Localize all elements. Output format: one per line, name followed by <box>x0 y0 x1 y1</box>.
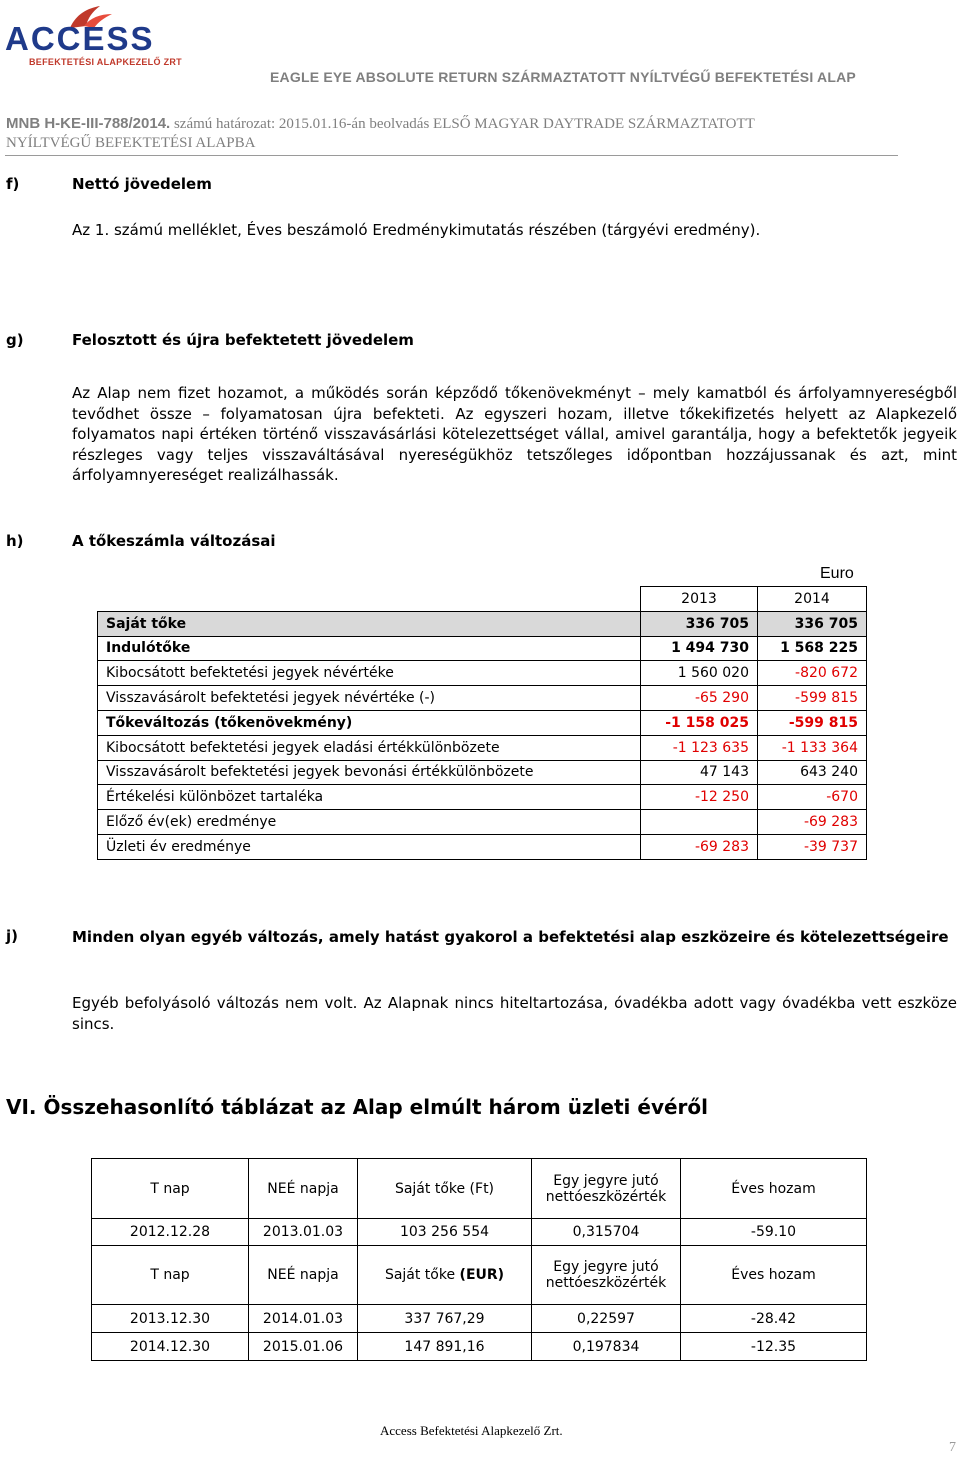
row-label: Üzleti év eredménye <box>98 834 641 859</box>
table-row <box>98 810 867 835</box>
table-row <box>98 636 867 661</box>
section-g-title: Felosztott és újra befektetett jövedelem <box>72 331 414 349</box>
table-row <box>98 611 867 636</box>
row-label: Indulótőke <box>98 636 641 661</box>
value-2013: 47 143 <box>641 760 758 785</box>
row-label: Visszavásárolt befektetési jegyek bevonási értékkülönbözete <box>98 760 641 785</box>
value-2013: -65 290 <box>641 686 758 711</box>
value-2014: -1 133 364 <box>758 735 867 760</box>
table-cell: 2013.12.30 <box>92 1305 249 1333</box>
table-cell: 337 767,29 <box>358 1305 532 1333</box>
section-f-title: Nettó jövedelem <box>72 175 212 193</box>
table-header-row <box>92 1159 867 1219</box>
footer-company: Access Befektetési Alapkezelő Zrt. <box>380 1423 563 1438</box>
section-j-title: Minden olyan egyéb változás, amely hatást gyakorol a befektetési alap eszközeire és kötelezettségeire <box>72 928 949 946</box>
capital-account-table <box>97 586 867 860</box>
table-row <box>98 785 867 810</box>
value-2014: -670 <box>758 785 867 810</box>
header-divider <box>5 155 898 156</box>
section-f-text: Az 1. számú melléklet, Éves beszámoló Eredménykimutatás részében (tárgyévi eredmény). <box>72 221 761 239</box>
table-row <box>98 735 867 760</box>
value-2014: -39 737 <box>758 834 867 859</box>
value-2014: -599 815 <box>758 686 867 711</box>
row-label: Visszavásárolt befektetési jegyek névértéke (-) <box>98 686 641 711</box>
currency-label: Euro <box>820 565 854 582</box>
value-2013: -1 158 025 <box>641 710 758 735</box>
year-2014-header: 2014 <box>758 587 867 612</box>
section-g-text: Az Alap nem fizet hozamot, a működés során képződő tőkenövekményt – mely kamatból és árfolyamnyereségből tevődhet össze – folyamatosan újra befekteti. Az egyszeri hozam, illetve tőkekifizetés helyett az Alapkezelő folyamatos napi értéken történő visszavásárlási kötelezettséget vállal, amivel garantálja, hogy a befektetők jegyeik részleges vagy teljes visszaváltásával nyereségükhöz tetszőleges időpontban hozzájussanak és azt, mint árfolyamnyereséget realizálhassák. <box>72 384 957 484</box>
table-header-row <box>92 1246 867 1305</box>
mnb-reference-line2: NYÍLTVÉGŰ BEFEKTETÉSI ALAPBA <box>6 135 256 151</box>
section-g-letter: g) <box>6 331 24 349</box>
currency-eur: (EUR) <box>459 1267 505 1283</box>
header-cell: Éves hozam <box>681 1246 867 1305</box>
header-cell: T nap <box>92 1246 249 1305</box>
comparison-title: VI. Összehasonlító táblázat az Alap elmúlt három üzleti évéről <box>6 1095 709 1119</box>
value-2013: 1 560 020 <box>641 661 758 686</box>
value-2014: -820 672 <box>758 661 867 686</box>
table-row <box>98 661 867 686</box>
table-row <box>92 1333 867 1361</box>
table-cell: 2015.01.06 <box>249 1333 358 1361</box>
table-cell: 0,315704 <box>532 1219 681 1246</box>
table-row <box>98 760 867 785</box>
row-label: Saját tőke <box>98 611 641 636</box>
value-2014: 1 568 225 <box>758 636 867 661</box>
header-cell: NEÉ napja <box>249 1159 358 1219</box>
header-cell <box>358 1246 532 1305</box>
logo-subtitle: BEFEKTETÉSI ALAPKEZELŐ ZRT <box>29 57 182 67</box>
section-h-title: A tőkeszámla változásai <box>72 532 276 550</box>
value-2013: 1 494 730 <box>641 636 758 661</box>
table-row <box>92 1305 867 1333</box>
value-2013: 336 705 <box>641 611 758 636</box>
row-label: Értékelési különbözet tartaléka <box>98 785 641 810</box>
value-2013: -12 250 <box>641 785 758 810</box>
header-cell: T nap <box>92 1159 249 1219</box>
value-2013 <box>641 810 758 835</box>
mnb-text: számú határozat: 2015.01.16-án beolvadás ELSŐ MAGYAR DAYTRADE SZÁRMAZTATOTT <box>170 116 755 132</box>
value-2014: -599 815 <box>758 710 867 735</box>
row-label: Kibocsátott befektetési jegyek névértéke <box>98 661 641 686</box>
value-2013: -1 123 635 <box>641 735 758 760</box>
table-cell: 0,22597 <box>532 1305 681 1333</box>
table-cell: 2014.01.03 <box>249 1305 358 1333</box>
year-2013-header: 2013 <box>641 587 758 612</box>
header-cell: Egy jegyre jutó nettóeszközérték <box>532 1159 681 1219</box>
table-cell: 0,197834 <box>532 1333 681 1361</box>
value-2014: 336 705 <box>758 611 867 636</box>
header-cell: NEÉ napja <box>249 1246 358 1305</box>
header-text: Saját tőke <box>384 1267 460 1283</box>
table-row <box>98 686 867 711</box>
table-row <box>92 1219 867 1246</box>
table-cell: 103 256 554 <box>358 1219 532 1246</box>
fund-title: EAGLE EYE ABSOLUTE RETURN SZÁRMAZTATOTT NYÍLTVÉGŰ BEFEKTETÉSI ALAP <box>270 69 856 85</box>
header-cell: Egy jegyre jutó nettóeszközérték <box>532 1246 681 1305</box>
comparison-table <box>91 1158 867 1361</box>
table-header-row <box>98 587 867 612</box>
page-number: 7 <box>949 1440 956 1455</box>
table-cell: 2012.12.28 <box>92 1219 249 1246</box>
table-cell: -12.35 <box>681 1333 867 1361</box>
table-row <box>98 834 867 859</box>
table-cell: -59.10 <box>681 1219 867 1246</box>
header-cell: Saját tőke (Ft) <box>358 1159 532 1219</box>
section-f-letter: f) <box>6 175 20 193</box>
value-2014: 643 240 <box>758 760 867 785</box>
section-h-letter: h) <box>6 532 24 550</box>
table-row <box>98 710 867 735</box>
mnb-reference <box>6 114 755 133</box>
table-cell: 2014.12.30 <box>92 1333 249 1361</box>
section-j-letter: j) <box>6 927 18 945</box>
value-2013: -69 283 <box>641 834 758 859</box>
table-cell: 2013.01.03 <box>249 1219 358 1246</box>
value-2014: -69 283 <box>758 810 867 835</box>
table-cell: 147 891,16 <box>358 1333 532 1361</box>
header-cell: Éves hozam <box>681 1159 867 1219</box>
row-label: Előző év(ek) eredménye <box>98 810 641 835</box>
mnb-number: MNB H-KE-III-788/2014. <box>6 115 171 132</box>
table-cell: -28.42 <box>681 1305 867 1333</box>
row-label: Kibocsátott befektetési jegyek eladási értékkülönbözete <box>98 735 641 760</box>
logo-text: ACCESS <box>5 20 155 57</box>
row-label: Tőkeváltozás (tőkenövekmény) <box>98 710 641 735</box>
header-blank <box>98 587 641 612</box>
section-j-text: Egyéb befolyásoló változás nem volt. Az Alapnak nincs hiteltartozása, óvadékba adott vagy óvadékba vett eszköze sincs. <box>72 994 957 1033</box>
